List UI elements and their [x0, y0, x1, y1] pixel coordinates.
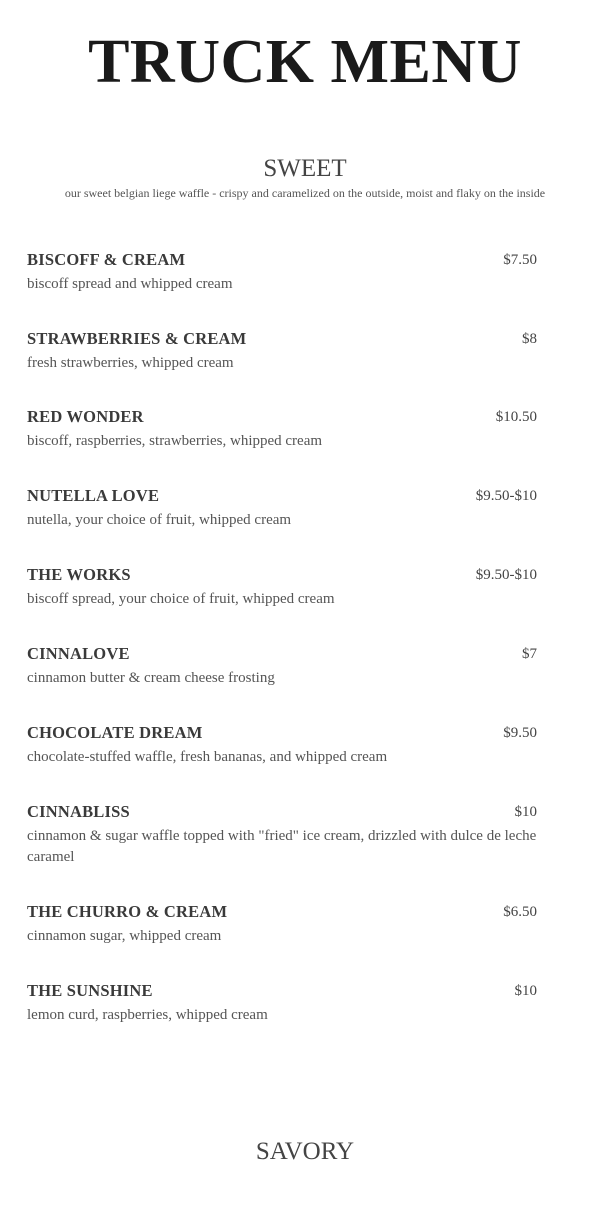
menu-item-price: $10	[514, 983, 537, 999]
menu-item	[27, 327, 537, 374]
menu-item-description: cinnamon butter & cream cheese frosting	[27, 670, 275, 686]
menu-item-price: $9.50	[503, 725, 537, 741]
menu-item-name: CINNALOVE	[27, 644, 130, 663]
menu-item-price: $7	[522, 646, 537, 662]
menu-item	[27, 721, 537, 768]
menu-item	[27, 900, 537, 947]
menu-item-name: THE WORKS	[27, 565, 131, 584]
menu-item-price: $9.50-$10	[475, 567, 537, 583]
section-subtitle-sweet: our sweet belgian liege waffle - crispy and caramelized on the outside, moist and flaky on the inside	[64, 186, 546, 200]
menu-item-name: STRAWBERRIES & CREAM	[27, 329, 247, 348]
menu-item-description: lemon curd, raspberries, whipped cream	[27, 1007, 268, 1023]
menu-item	[27, 563, 537, 610]
menu-item-name: CINNABLISS	[27, 802, 130, 821]
menu-item-price: $9.50-$10	[475, 488, 537, 504]
page-title: TRUCK MENU	[88, 28, 522, 96]
menu-item	[27, 800, 537, 868]
menu-item-description: cinnamon sugar, whipped cream	[27, 928, 222, 944]
menu-item	[27, 405, 537, 452]
menu-item-description: chocolate-stuffed waffle, fresh bananas, and whipped cream	[27, 749, 388, 765]
menu-item-name: THE SUNSHINE	[27, 981, 153, 1000]
menu-item-name: BISCOFF & CREAM	[27, 250, 186, 269]
menu-item	[27, 484, 537, 531]
menu-item-price: $7.50	[503, 252, 537, 268]
section-title-sweet: SWEET	[263, 155, 347, 182]
menu-item-description: biscoff, raspberries, strawberries, whipped cream	[27, 433, 323, 449]
menu-item-description: fresh strawberries, whipped cream	[27, 355, 234, 371]
menu-item-description: biscoff spread, your choice of fruit, whipped cream	[27, 591, 335, 607]
menu-item-name: NUTELLA LOVE	[27, 486, 160, 505]
menu-item-name: THE CHURRO & CREAM	[27, 902, 228, 921]
menu-item-description: cinnamon & sugar waffle topped with "fried" ice cream, drizzled with dulce de leche caramel	[27, 828, 537, 865]
menu-item-price: $8	[522, 331, 537, 347]
menu-item-price: $10.50	[495, 409, 537, 425]
menu-item-price: $10	[514, 804, 537, 820]
menu-item	[27, 248, 537, 295]
section-title-savory: SAVORY	[255, 1138, 355, 1165]
menu-item	[27, 979, 537, 1026]
menu-item-description: biscoff spread and whipped cream	[27, 276, 233, 292]
menu-item-name: CHOCOLATE DREAM	[27, 723, 203, 742]
menu-item-price: $6.50	[503, 904, 537, 920]
menu-item-name: RED WONDER	[27, 407, 144, 426]
menu-item-description: nutella, your choice of fruit, whipped cream	[27, 512, 292, 528]
menu-item	[27, 642, 537, 689]
